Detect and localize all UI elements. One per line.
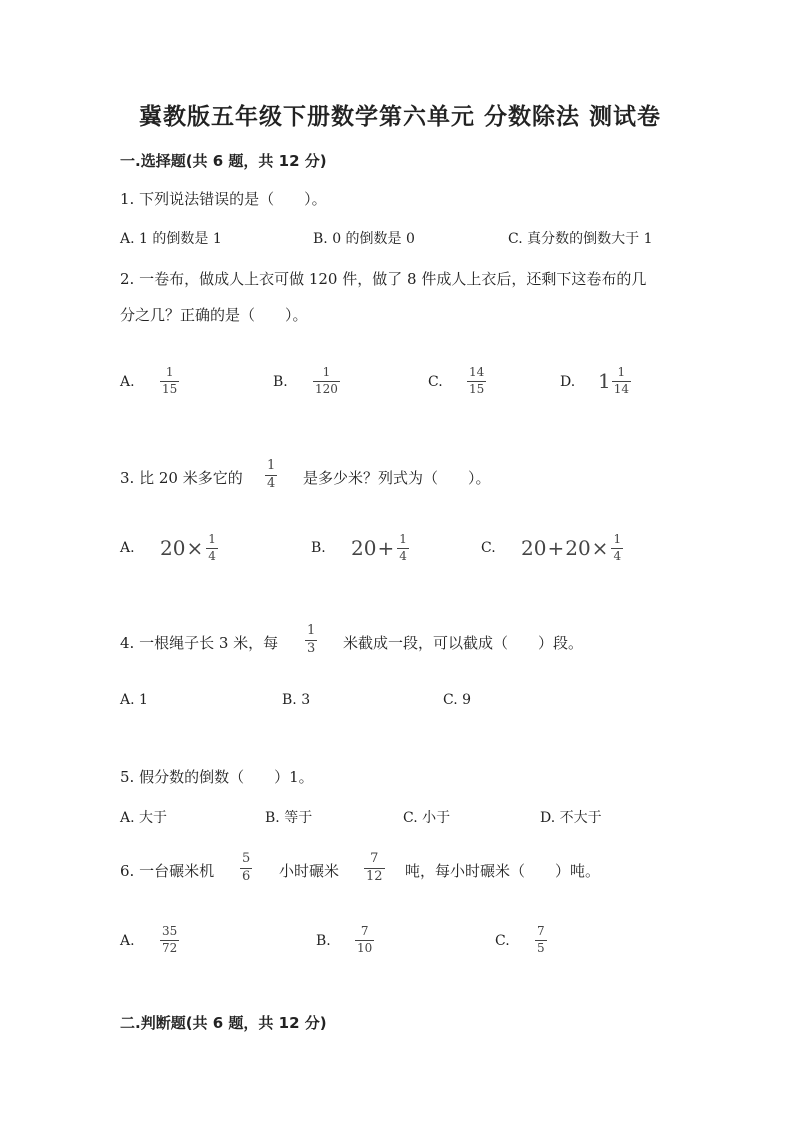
fraction-denominator: 4 [267, 475, 276, 491]
fraction-denominator: 15 [469, 381, 485, 396]
question-6-option-b-label[interactable]: B. [316, 933, 331, 949]
question-2-stem-line-1: 2. 一卷布，做成人上衣可做 120 件，做了 8 件成人上衣后，还剩下这卷布的几 [120, 270, 647, 288]
fraction-denominator: 4 [208, 548, 216, 563]
question-6-option-b-value[interactable] [355, 925, 374, 956]
question-4-stem-before: 4. 一根绳子长 3 米，每 [120, 634, 279, 652]
question-2-option-b-value[interactable] [313, 366, 340, 397]
question-5-option-c[interactable]: C. 小于 [403, 810, 451, 826]
question-6-stem-after: 吨，每小时碾米（ ）吨。 [405, 862, 601, 880]
fraction-numerator: 1 [208, 532, 216, 546]
expr-operator: × [591, 536, 609, 561]
question-3-option-b-value[interactable] [351, 533, 409, 564]
fraction-denominator: 72 [162, 940, 178, 955]
expr-base: 20 [351, 536, 377, 561]
question-6-option-c-label[interactable]: C. [495, 933, 510, 949]
question-6-fraction-2 [364, 852, 385, 885]
question-2-option-b-label[interactable]: B. [273, 374, 288, 390]
expr-base: 20 [160, 536, 186, 561]
fraction-denominator: 6 [242, 868, 251, 884]
question-1-option-c[interactable]: C. 真分数的倒数大于 1 [508, 231, 653, 247]
expr-operator: + [377, 536, 395, 561]
question-3-stem-after: 是多少米？列式为（ ）。 [303, 469, 491, 487]
fraction-numerator: 1 [267, 458, 276, 473]
question-3-option-b-label[interactable]: B. [311, 540, 326, 556]
fraction-numerator: 1 [617, 365, 626, 379]
question-3-option-a-value[interactable] [160, 533, 218, 564]
page-title: 冀教版五年级下册数学第六单元 分数除法 测试卷 [138, 104, 661, 130]
question-4-option-c[interactable]: C. 9 [443, 692, 472, 708]
question-6-option-a-label[interactable]: A. [120, 933, 135, 949]
question-3-option-c-label[interactable]: C. [481, 540, 496, 556]
expr-operator: × [186, 536, 204, 561]
question-1-stem: 1. 下列说法错误的是（ ）。 [120, 190, 327, 208]
fraction-numerator: 14 [469, 365, 485, 379]
question-5-option-b[interactable]: B. 等于 [265, 810, 313, 826]
fraction-numerator: 1 [307, 623, 316, 638]
question-3-stem-fraction [265, 459, 277, 492]
fraction-numerator: 1 [322, 365, 331, 379]
expr-term: 20 [565, 536, 591, 561]
question-2-option-a-label[interactable]: A. [120, 374, 135, 390]
question-6-option-a-value[interactable] [160, 925, 179, 956]
expr-operator: + [547, 536, 565, 561]
fraction-denominator: 15 [162, 381, 178, 396]
question-4-option-a[interactable]: A. 1 [120, 692, 148, 708]
question-4-stem-fraction [305, 624, 317, 657]
question-6-option-c-value[interactable] [535, 925, 547, 956]
question-2-option-d-value[interactable] [598, 366, 631, 397]
expr-base: 20 [521, 536, 547, 561]
fraction-numerator: 7 [537, 924, 545, 938]
fraction-numerator: 35 [162, 924, 178, 938]
question-1-option-a[interactable]: A. 1 的倒数是 1 [120, 231, 222, 247]
question-5-option-a[interactable]: A. 大于 [120, 810, 168, 826]
fraction-denominator: 4 [399, 548, 407, 563]
fraction-denominator: 120 [315, 381, 338, 396]
question-3-option-c-value[interactable] [521, 533, 623, 564]
question-2-option-c-value[interactable] [467, 366, 486, 397]
fraction-numerator: 1 [165, 365, 174, 379]
fraction-numerator: 1 [613, 532, 622, 546]
question-4-option-b[interactable]: B. 3 [282, 692, 311, 708]
fraction-denominator: 3 [307, 640, 316, 656]
section-heading-judgement: 二.判断题(共 6 题，共 12 分) [120, 1014, 327, 1032]
question-2-option-c-label[interactable]: C. [428, 374, 443, 390]
fraction-numerator: 7 [370, 851, 379, 866]
section-heading-choice: 一.选择题(共 6 题，共 12 分) [120, 152, 327, 170]
fraction-denominator: 10 [357, 940, 373, 955]
question-2-option-d-label[interactable]: D. [560, 374, 576, 390]
question-4-stem-after: 米截成一段，可以截成（ ）段。 [343, 634, 584, 652]
question-2-option-a-value[interactable] [160, 366, 179, 397]
mixed-whole-part: 1 [598, 369, 611, 394]
fraction-numerator: 1 [399, 532, 407, 546]
question-6-fraction-1 [240, 852, 252, 885]
question-5-option-d[interactable]: D. 不大于 [540, 810, 602, 826]
fraction-numerator: 5 [242, 851, 251, 866]
question-1-option-b[interactable]: B. 0 的倒数是 0 [313, 231, 415, 247]
question-6-stem-middle: 小时碾米 [279, 862, 340, 880]
question-2-stem-line-2: 分之几？正确的是（ ）。 [120, 306, 308, 324]
fraction-denominator: 5 [537, 940, 545, 955]
fraction-denominator: 4 [613, 548, 622, 563]
question-3-option-a-label[interactable]: A. [120, 540, 135, 556]
fraction-denominator: 12 [366, 868, 383, 884]
fraction-numerator: 7 [360, 924, 369, 938]
question-5-stem: 5. 假分数的倒数（ ）1。 [120, 768, 314, 786]
fraction-denominator: 14 [613, 381, 630, 396]
question-3-stem-before: 3. 比 20 米多它的 [120, 469, 243, 487]
question-6-stem-before: 6. 一台碾米机 [120, 862, 215, 880]
